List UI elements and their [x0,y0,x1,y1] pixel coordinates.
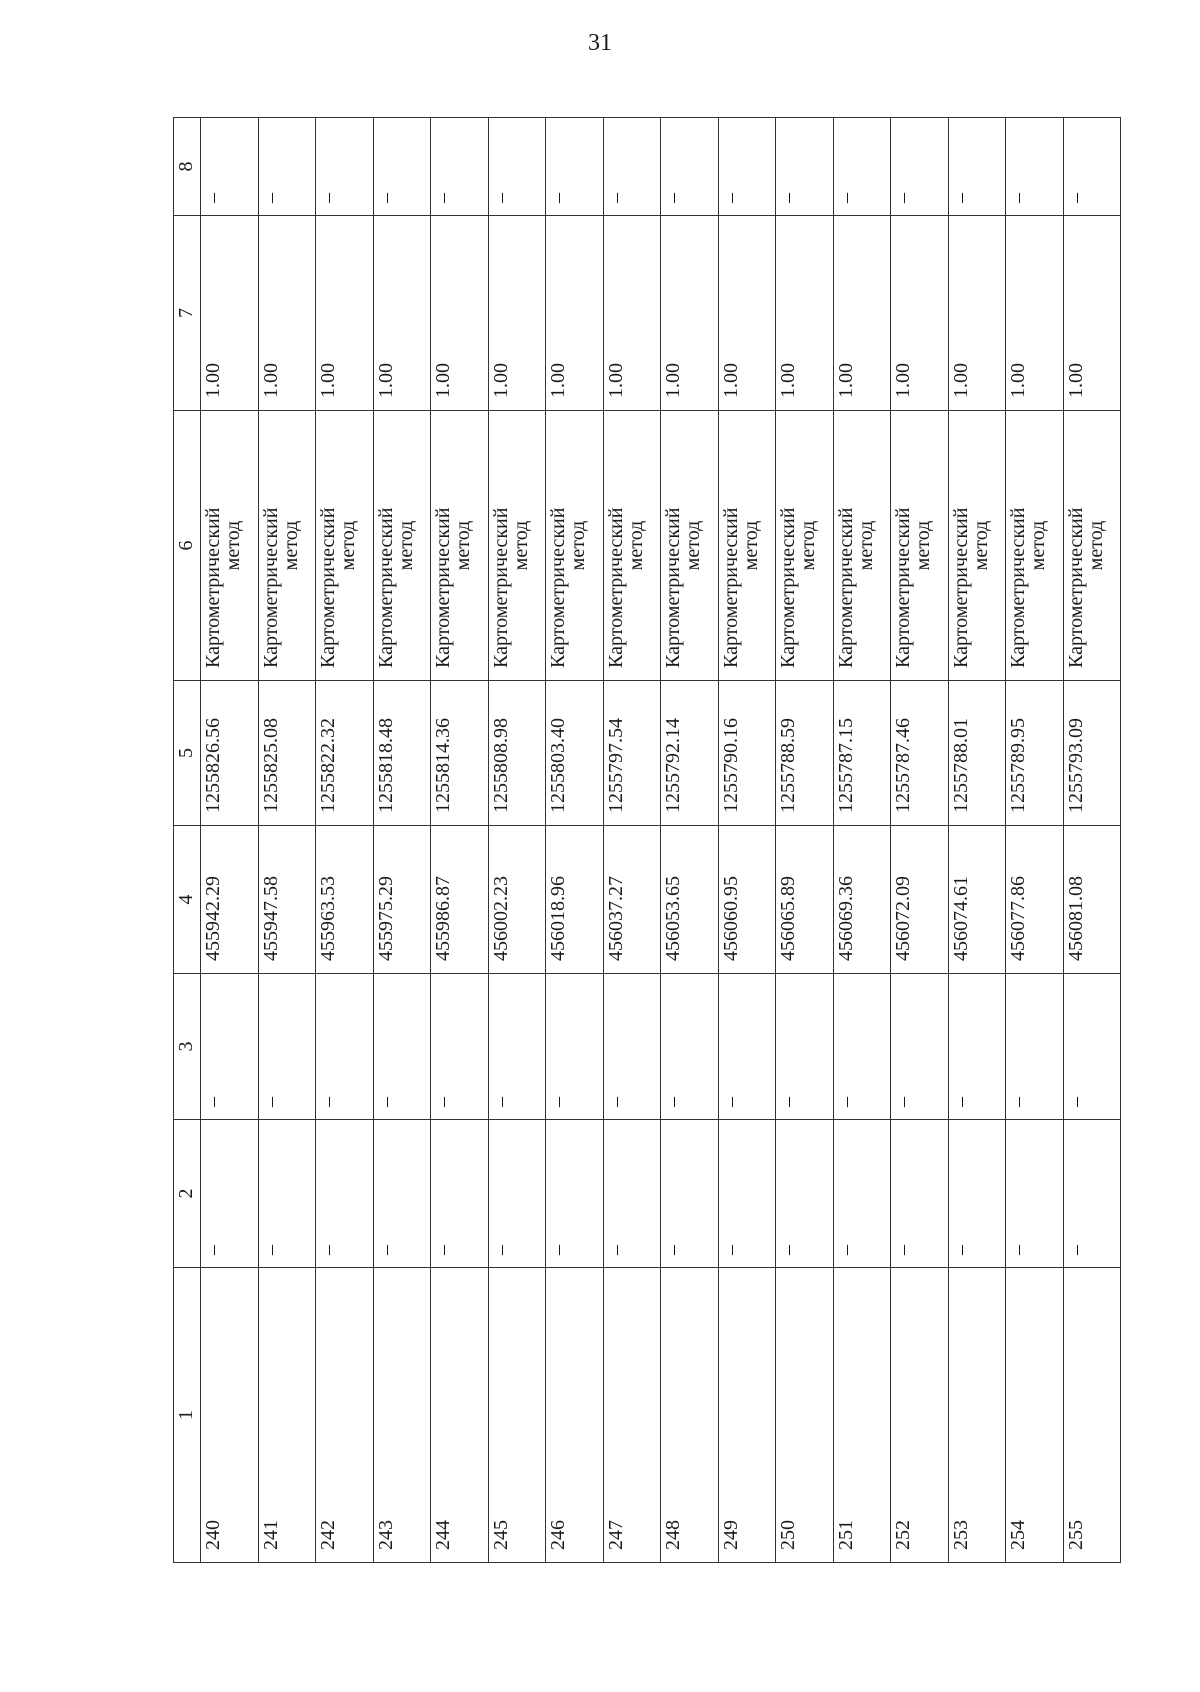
table-cell-c3: – [891,974,949,1120]
table-cell-c5: 1255792.14 [661,681,719,826]
table-cell-c1: 249 [718,1268,776,1563]
method-line-2: метод [682,520,705,571]
table-cell-c1: 250 [776,1268,834,1563]
table-cell-c1: 241 [258,1268,316,1563]
page-number: 31 [588,30,612,56]
method-cell [1006,411,1064,681]
table-cell-c3: – [201,974,259,1120]
method-line-2: метод [969,520,992,571]
table-cell-c4: 455947.58 [258,826,316,974]
table-cell-c5: 1255822.32 [316,681,374,826]
table-cell-c3: – [546,974,604,1120]
table-cell-c5: 1255797.54 [603,681,661,826]
table-cell-c1: 242 [316,1268,374,1563]
method-cell [201,411,259,681]
table-cell-c7: 1.00 [1006,216,1064,411]
table-cell-c7: 1.00 [431,216,489,411]
table-cell-c4: 456072.09 [891,826,949,974]
table-row [891,118,949,1563]
method-line-1: Картометрический [662,507,684,668]
table-cell-c7: 1.00 [948,216,1006,411]
table-row [603,118,661,1563]
table-row [1006,118,1064,1563]
table-cell-c2: – [948,1120,1006,1268]
method-cell [718,411,776,681]
method-line-1: Картометрический [949,507,972,668]
table-cell-c4: 456065.89 [776,826,834,974]
method-line-2: метод [509,520,532,571]
table-cell-c2: – [718,1120,776,1268]
method-line-2: метод [624,520,647,571]
table-cell-c2: – [258,1120,316,1268]
table-cell-c7: 1.00 [776,216,834,411]
table-cell-c4: 456069.36 [833,826,891,974]
method-line-1: Картометрический [432,507,454,668]
table-row [201,118,259,1563]
table-cell-c2: – [316,1120,374,1268]
table-cell-c8: – [603,118,661,216]
table-cell-c5: 1255808.98 [488,681,546,826]
method-line-2: метод [567,520,590,571]
method-line-1: Картометрический [317,507,339,668]
method-cell [316,411,374,681]
table-cell-c4: 456018.96 [546,826,604,974]
table-cell-c8: – [1063,118,1121,216]
table-cell-c2: – [201,1120,259,1268]
table-row [546,118,604,1563]
method-line-1: Картометрический [892,507,914,668]
table-cell-c7: 1.00 [833,216,891,411]
table-cell-c3: – [948,974,1006,1120]
method-cell [776,411,834,681]
table-cell-c7: 1.00 [201,216,259,411]
method-line-2: метод [279,520,302,571]
table-cell-c1: 244 [431,1268,489,1563]
table-cell-c4: 455975.29 [373,826,431,974]
table-cell-c8: – [488,118,546,216]
table-cell-c3: – [1006,974,1064,1120]
table-cell-c2: – [546,1120,604,1268]
table-cell-c5: 1255803.40 [546,681,604,826]
table-cell-c2: – [891,1120,949,1268]
table-row [776,118,834,1563]
method-line-1: Картометрический [1007,507,1029,668]
method-line-1: Картометрический [374,507,397,668]
method-line-1: Картометрический [259,507,282,668]
header-cell: 6 [174,411,201,681]
table-cell-c2: – [373,1120,431,1268]
method-cell [891,411,949,681]
table-cell-c7: 1.00 [316,216,374,411]
table-cell-c1: 253 [948,1268,1006,1563]
table-row [258,118,316,1563]
table-cell-c8: – [201,118,259,216]
table-row [718,118,776,1563]
table-cell-c8: – [833,118,891,216]
table-cell-c5: 1255826.56 [201,681,259,826]
table-cell-c8: – [718,118,776,216]
table-cell-c3: – [258,974,316,1120]
table-cell-c3: – [661,974,719,1120]
method-cell [373,411,431,681]
table-cell-c7: 1.00 [603,216,661,411]
table-cell-c4: 455986.87 [431,826,489,974]
method-line-2: метод [1027,520,1050,571]
table-cell-c1: 245 [488,1268,546,1563]
table-cell-c1: 255 [1063,1268,1121,1563]
header-cell: 1 [174,1268,201,1563]
method-cell [603,411,661,681]
table-cell-c7: 1.00 [1063,216,1121,411]
table-cell-c4: 455963.53 [316,826,374,974]
method-cell [258,411,316,681]
method-line-2: метод [912,520,935,571]
table-cell-c5: 1255818.48 [373,681,431,826]
table-cell-c3: – [833,974,891,1120]
table-cell-c5: 1255789.95 [1006,681,1064,826]
table-cell-c8: – [1006,118,1064,216]
table-row [431,118,489,1563]
coordinates-table [173,117,1121,1563]
header-cell: 2 [174,1120,201,1268]
table-cell-c5: 1255825.08 [258,681,316,826]
table-cell-c5: 1255787.15 [833,681,891,826]
table-cell-c1: 248 [661,1268,719,1563]
method-cell [488,411,546,681]
method-line-1: Картометрический [1064,507,1087,668]
method-cell [431,411,489,681]
table-row [833,118,891,1563]
table-body [201,118,1121,1563]
method-line-1: Картометрический [834,507,857,668]
method-cell [833,411,891,681]
table-row [1063,118,1121,1563]
method-line-1: Картометрический [604,507,627,668]
table-cell-c5: 1255788.59 [776,681,834,826]
table-cell-c3: – [373,974,431,1120]
table-cell-c4: 456060.95 [718,826,776,974]
table-cell-c8: – [891,118,949,216]
table-cell-c2: – [1063,1120,1121,1268]
table-cell-c8: – [258,118,316,216]
header-cell: 5 [174,681,201,826]
table-cell-c3: – [718,974,776,1120]
table-row [661,118,719,1563]
table-cell-c7: 1.00 [661,216,719,411]
table-cell-c7: 1.00 [718,216,776,411]
table-cell-c1: 243 [373,1268,431,1563]
table-cell-c4: 456002.23 [488,826,546,974]
rotated-table-container [173,118,1121,1563]
table-cell-c7: 1.00 [488,216,546,411]
table-cell-c2: – [603,1120,661,1268]
method-line-2: метод [337,520,360,571]
table-cell-c3: – [603,974,661,1120]
method-line-2: метод [854,520,877,571]
table-cell-c8: – [948,118,1006,216]
table-cell-c4: 456053.65 [661,826,719,974]
table-cell-c4: 456037.27 [603,826,661,974]
header-row [174,118,201,1563]
table-cell-c4: 455942.29 [201,826,259,974]
table-cell-c8: – [776,118,834,216]
method-line-2: метод [394,520,417,571]
table-cell-c7: 1.00 [373,216,431,411]
table-cell-c8: – [316,118,374,216]
table-cell-c7: 1.00 [891,216,949,411]
method-line-1: Картометрический [202,507,224,668]
table-cell-c3: – [488,974,546,1120]
table-cell-c2: – [776,1120,834,1268]
method-line-2: метод [222,520,245,571]
table-cell-c2: – [1006,1120,1064,1268]
table-cell-c2: – [833,1120,891,1268]
table-cell-c1: 246 [546,1268,604,1563]
header-cell: 3 [174,974,201,1120]
method-line-2: метод [1084,520,1107,571]
table-cell-c8: – [431,118,489,216]
table-cell-c5: 1255793.09 [1063,681,1121,826]
table-row [948,118,1006,1563]
table-cell-c7: 1.00 [546,216,604,411]
method-cell [1063,411,1121,681]
method-cell [546,411,604,681]
table-cell-c3: – [1063,974,1121,1120]
table-cell-c2: – [488,1120,546,1268]
table-cell-c4: 456077.86 [1006,826,1064,974]
table-cell-c7: 1.00 [258,216,316,411]
table-cell-c8: – [546,118,604,216]
table-cell-c3: – [431,974,489,1120]
table-cell-c5: 1255787.46 [891,681,949,826]
table-cell-c8: – [373,118,431,216]
table-cell-c5: 1255788.01 [948,681,1006,826]
table-cell-c5: 1255814.36 [431,681,489,826]
method-line-2: метод [797,520,820,571]
table-cell-c8: – [661,118,719,216]
table-cell-c1: 252 [891,1268,949,1563]
table-cell-c1: 251 [833,1268,891,1563]
table-row [373,118,431,1563]
method-line-1: Картометрический [547,507,569,668]
method-cell [661,411,719,681]
table-cell-c1: 240 [201,1268,259,1563]
method-cell [948,411,1006,681]
method-line-1: Картометрический [489,507,512,668]
method-line-2: метод [739,520,762,571]
table-cell-c3: – [776,974,834,1120]
table-cell-c4: 456074.61 [948,826,1006,974]
table-cell-c2: – [431,1120,489,1268]
table-cell-c2: – [661,1120,719,1268]
header-cell: 4 [174,826,201,974]
header-cell: 8 [174,118,201,216]
header-cell: 7 [174,216,201,411]
table-row [488,118,546,1563]
table-row [316,118,374,1563]
table-cell-c1: 254 [1006,1268,1064,1563]
table-cell-c4: 456081.08 [1063,826,1121,974]
table-cell-c3: – [316,974,374,1120]
table-cell-c1: 247 [603,1268,661,1563]
method-line-2: метод [452,520,475,571]
method-line-1: Картометрический [719,507,742,668]
method-line-1: Картометрический [777,507,799,668]
table-cell-c5: 1255790.16 [718,681,776,826]
